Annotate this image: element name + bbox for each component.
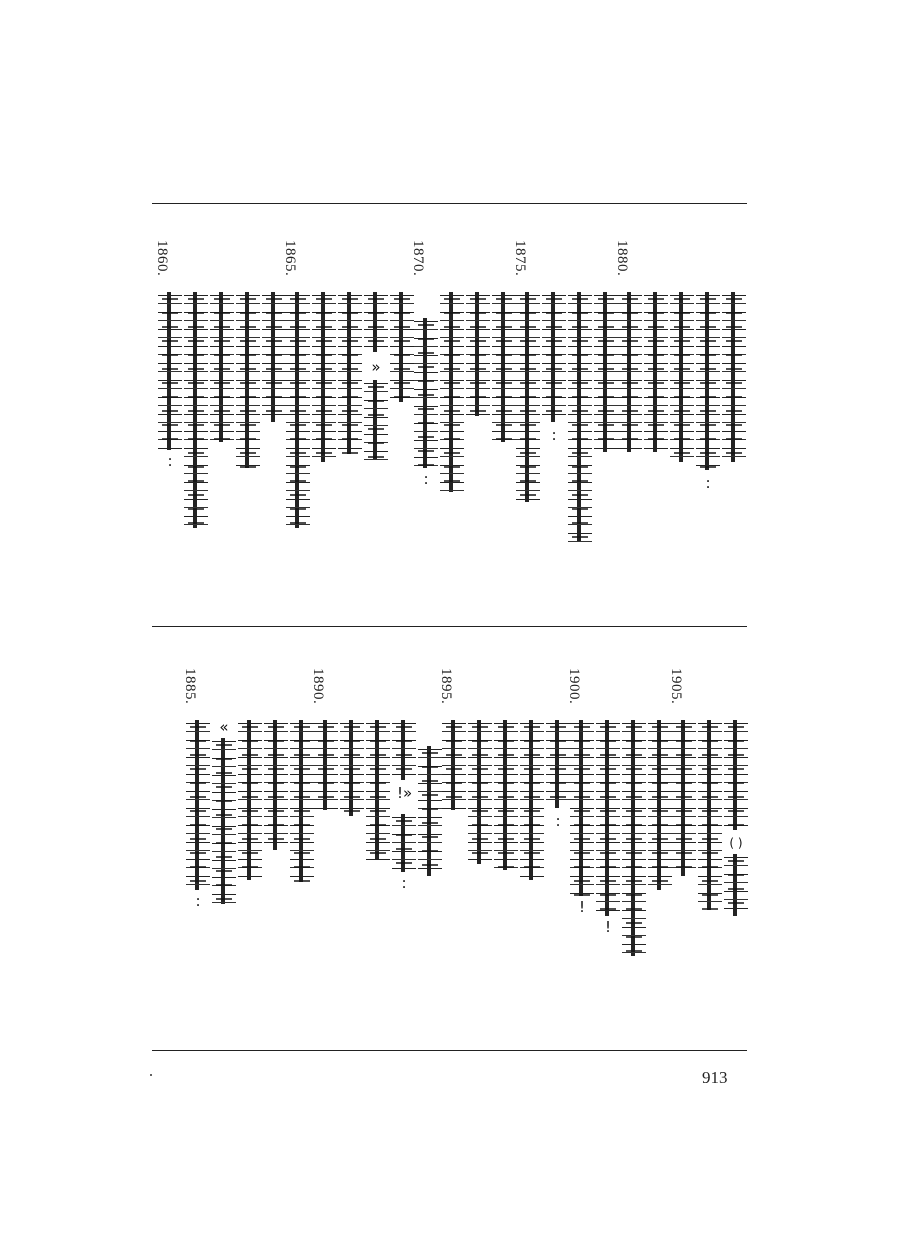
mongolian-script-line [644,292,668,452]
mongolian-script-line [516,292,540,502]
punctuation-quote: « [219,718,229,736]
punctuation-colon: : [705,474,711,492]
mongolian-script-line [622,720,646,956]
mongolian-script-line [698,720,722,910]
line-number-1875: 1875. [512,240,528,277]
punctuation-parenthesis: ( ) [729,836,743,850]
mongolian-script-line [338,292,362,454]
top-rule [152,203,747,204]
middle-rule [152,626,747,627]
line-number-1885: 1885. [182,668,198,705]
mongolian-script-line [440,292,464,492]
mongolian-script-line [414,318,438,468]
lower-text-block [150,668,750,1038]
punctuation-colon: : [401,874,407,892]
mongolian-script-line [494,720,518,870]
mongolian-script-line [392,720,416,780]
mongolian-script-line [236,292,260,468]
line-number-1900: 1900. [566,668,582,705]
mongolian-script-line [724,720,748,830]
punctuation-colon: : [555,812,561,830]
punctuation-exclamation: ! [578,898,585,916]
line-number-1895: 1895. [438,668,454,705]
punctuation-colon: : [195,892,201,910]
upper-text-block [150,240,750,620]
mongolian-script-line [286,292,310,528]
mongolian-script-line [340,720,364,816]
punctuation-quote: » [371,358,381,376]
line-number-1890: 1890. [310,668,326,705]
mongolian-script-line [210,292,234,442]
mongolian-script-line [546,720,570,808]
mongolian-script-line [648,720,672,890]
punctuation-exclamation: ! [604,918,611,936]
mongolian-script-line [290,720,314,882]
line-number-1880: 1880. [614,240,630,277]
mongolian-script-line [618,292,642,452]
mongolian-script-line [212,738,236,904]
mongolian-script-line [364,292,388,352]
stray-mark [150,1074,152,1076]
mongolian-script-line [722,292,746,462]
mongolian-script-line [696,292,720,470]
punctuation-colon: : [423,470,429,488]
mongolian-script-line [542,292,566,422]
line-number-1865: 1865. [282,240,298,277]
mongolian-script-line [264,720,288,850]
bottom-rule [152,1050,747,1051]
mongolian-script-line [724,854,748,916]
mongolian-script-line [418,746,442,876]
mongolian-script-line [238,720,262,880]
mongolian-script-line [366,720,390,860]
mongolian-script-line [670,292,694,462]
mongolian-script-line [442,720,466,810]
mongolian-script-line [262,292,286,422]
mongolian-script-line [594,292,618,452]
mongolian-script-line [570,720,594,896]
mongolian-script-line [520,720,544,880]
mongolian-script-line [186,720,210,890]
page-number: 913 [702,1068,728,1087]
line-number-1905: 1905. [668,668,684,705]
line-number-1860: 1860. [154,240,170,277]
punctuation-colon: : [167,452,173,470]
punctuation-quote: !» [397,784,413,802]
mongolian-script-line [314,720,338,810]
mongolian-script-line [390,292,414,402]
mongolian-script-line [392,814,416,872]
mongolian-script-line [184,292,208,528]
line-number-1870: 1870. [410,240,426,277]
mongolian-script-line [158,292,182,450]
mongolian-script-line [312,292,336,462]
mongolian-script-line [468,720,492,864]
mongolian-script-line [492,292,516,442]
mongolian-script-line [466,292,490,416]
mongolian-script-line [596,720,620,916]
mongolian-script-line [672,720,696,876]
mongolian-script-line [364,380,388,460]
punctuation-colon: : [551,426,557,444]
mongolian-script-line [568,292,592,542]
